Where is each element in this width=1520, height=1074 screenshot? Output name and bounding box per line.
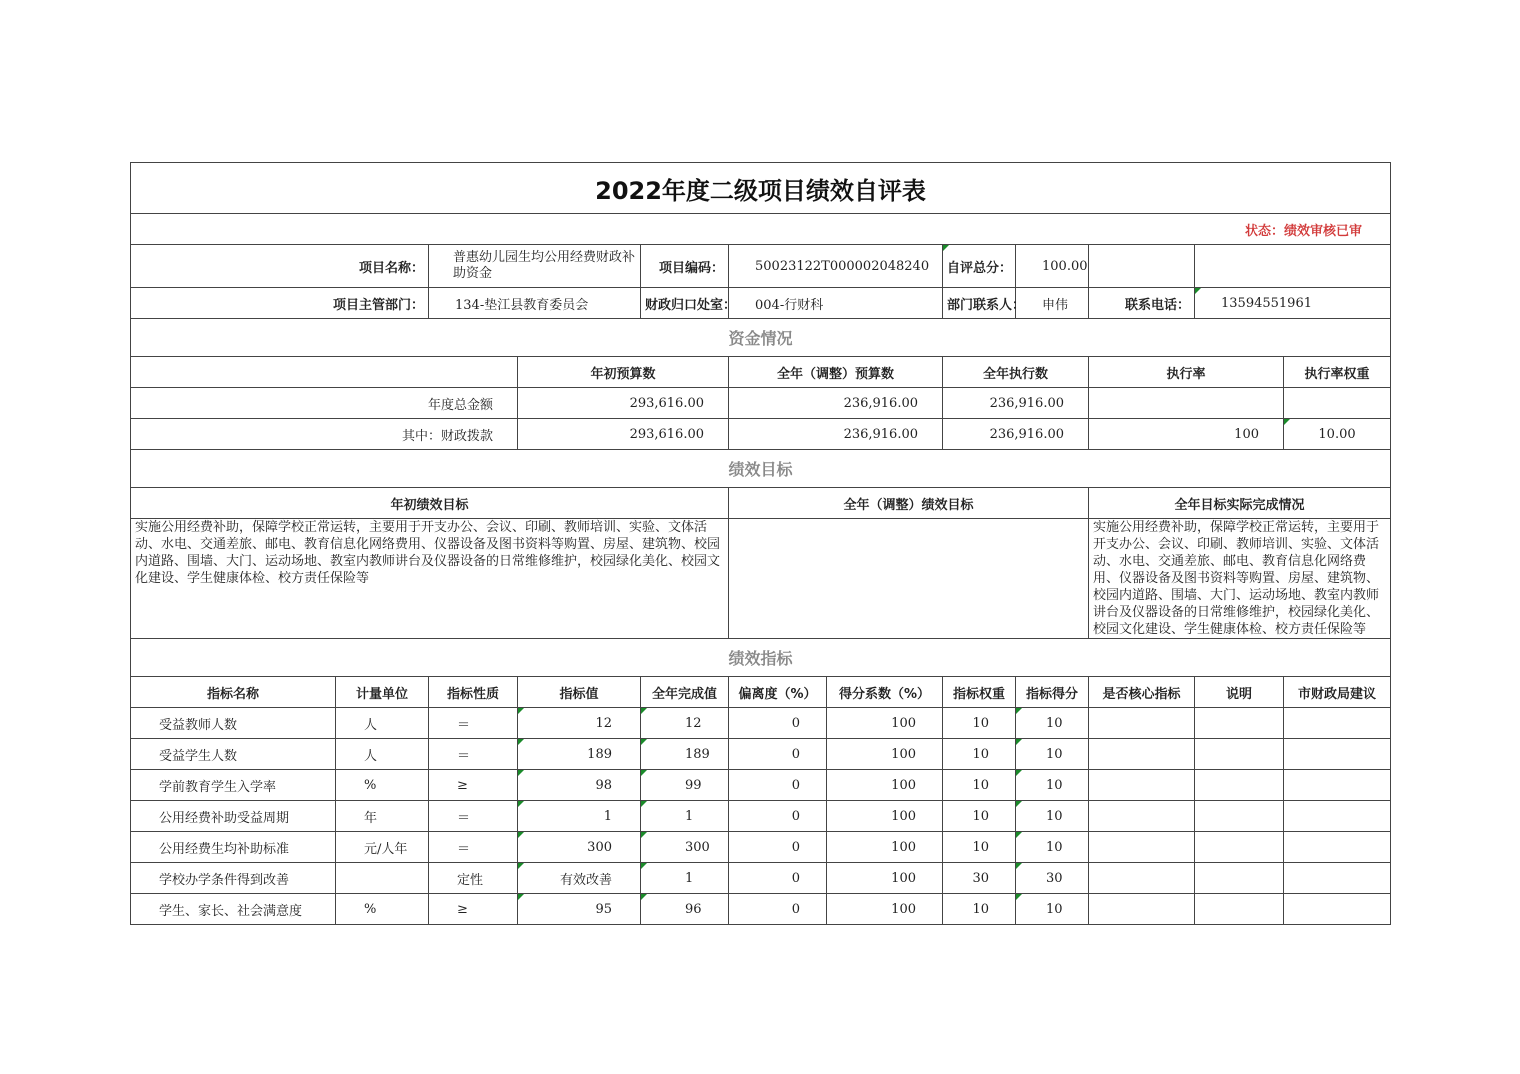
goals-header: 全年（调整）绩效目标 (729, 488, 1089, 519)
indicator-deviation: 0 (729, 894, 827, 925)
indicator-unit (336, 863, 429, 894)
indicator-weight: 10 (943, 770, 1016, 801)
funds-executed: 236,916.00 (943, 388, 1089, 419)
blank-cell (131, 357, 518, 388)
indicator-coefficient: 100 (827, 770, 943, 801)
indicator-core-flag (1089, 708, 1195, 739)
indicator-weight: 10 (943, 894, 1016, 925)
indicator-score: 30 (1016, 863, 1089, 894)
indicator-header: 说明 (1195, 677, 1284, 708)
indicator-name: 公用经费生均补助标准 (131, 832, 336, 863)
indicator-row (131, 770, 1391, 801)
indicator-header: 得分系数（%） (827, 677, 943, 708)
indicator-score: 10 (1016, 832, 1089, 863)
indicator-note (1195, 894, 1284, 925)
indicator-deviation: 0 (729, 832, 827, 863)
project-code-value: 50023122T000002048240 (729, 245, 943, 288)
indicator-coefficient: 100 (827, 863, 943, 894)
indicator-note (1195, 832, 1284, 863)
indicator-row (131, 863, 1391, 894)
indicator-nature: ＝ (429, 708, 518, 739)
self-score-value: 100.00 (1016, 245, 1089, 288)
indicator-coefficient: 100 (827, 832, 943, 863)
indicator-deviation: 0 (729, 863, 827, 894)
indicator-header: 指标性质 (429, 677, 518, 708)
indicator-actual: 189 (641, 739, 729, 770)
finance-office-value: 004-行财科 (729, 288, 943, 319)
indicator-name: 学校办学条件得到改善 (131, 863, 336, 894)
indicator-score: 10 (1016, 770, 1089, 801)
indicator-unit: 年 (336, 801, 429, 832)
indicator-core-flag (1089, 832, 1195, 863)
contact-label: 部门联系人： (943, 288, 1016, 319)
funds-section-title: 资金情况 (131, 319, 1391, 357)
indicator-name: 学前教育学生入学率 (131, 770, 336, 801)
indicator-row (131, 832, 1391, 863)
indicator-nature: ＝ (429, 739, 518, 770)
project-name-label: 项目名称： (131, 245, 429, 288)
indicator-header: 是否核心指标 (1089, 677, 1195, 708)
indicator-coefficient: 100 (827, 739, 943, 770)
indicator-target: 300 (518, 832, 641, 863)
indicator-score: 10 (1016, 801, 1089, 832)
indicator-nature: ≥ (429, 894, 518, 925)
indicator-weight: 10 (943, 832, 1016, 863)
indicator-header: 指标权重 (943, 677, 1016, 708)
indicator-actual: 1 (641, 801, 729, 832)
indicator-deviation: 0 (729, 801, 827, 832)
project-code-label: 项目编码： (641, 245, 729, 288)
goals-section-title: 绩效目标 (131, 450, 1391, 488)
indicator-name: 受益教师人数 (131, 708, 336, 739)
indicator-suggestion (1284, 863, 1391, 894)
phone-value: 13594551961 (1195, 288, 1391, 319)
indicator-core-flag (1089, 770, 1195, 801)
funds-header: 全年（调整）预算数 (729, 357, 943, 388)
indicator-unit: % (336, 894, 429, 925)
indicator-row (131, 894, 1391, 925)
project-name-value: 普惠幼儿园生均公用经费财政补助资金 (429, 245, 641, 288)
indicator-target: 189 (518, 739, 641, 770)
indicator-header: 市财政局建议 (1284, 677, 1391, 708)
indicator-header: 全年完成值 (641, 677, 729, 708)
indicator-name: 受益学生人数 (131, 739, 336, 770)
funds-rate (1089, 388, 1284, 419)
indicator-weight: 30 (943, 863, 1016, 894)
indicator-header: 指标得分 (1016, 677, 1089, 708)
contact-value: 申伟 (1016, 288, 1089, 319)
funds-header: 年初预算数 (518, 357, 729, 388)
indicator-header: 指标名称 (131, 677, 336, 708)
indicator-target: 95 (518, 894, 641, 925)
funds-adjusted: 236,916.00 (729, 388, 943, 419)
indicator-weight: 10 (943, 801, 1016, 832)
indicator-target: 有效改善 (518, 863, 641, 894)
indicator-suggestion (1284, 832, 1391, 863)
funds-adjusted: 236,916.00 (729, 419, 943, 450)
actual-completion-text: 实施公用经费补助，保障学校正常运转，主要用于开支办公、会议、印刷、教师培训、实验、文体活动、水电、交通差旅、邮电、教育信息化网络费用、仪器设备及图书资料等购置、房屋、建筑物、校园内道路、围墙、大门、运动场地、教室内教师讲台及仪器设备的日常维修维护，校园绿化美化、校园文化建设、学生健康体检、校方责任保险等 (1089, 519, 1391, 639)
indicator-suggestion (1284, 801, 1391, 832)
finance-office-label: 财政归口处室： (641, 288, 729, 319)
indicator-coefficient: 100 (827, 801, 943, 832)
funds-row-label: 其中：财政拨款 (131, 419, 518, 450)
goals-header: 年初绩效目标 (131, 488, 729, 519)
phone-label: 联系电话： (1089, 288, 1195, 319)
indicator-target: 98 (518, 770, 641, 801)
indicator-row (131, 739, 1391, 770)
indicator-row (131, 708, 1391, 739)
funds-header: 全年执行数 (943, 357, 1089, 388)
indicator-note (1195, 801, 1284, 832)
funds-rate: 100 (1089, 419, 1284, 450)
indicator-unit: % (336, 770, 429, 801)
performance-evaluation-table (130, 162, 1391, 925)
page-title: 2022年度二级项目绩效自评表 (131, 163, 1391, 214)
indicator-note (1195, 739, 1284, 770)
indicator-coefficient: 100 (827, 708, 943, 739)
indicator-weight: 10 (943, 708, 1016, 739)
indicator-suggestion (1284, 708, 1391, 739)
indicator-target: 12 (518, 708, 641, 739)
indicator-core-flag (1089, 894, 1195, 925)
indicators-section-title: 绩效指标 (131, 639, 1391, 677)
funds-row-label: 年度总金额 (131, 388, 518, 419)
indicator-weight: 10 (943, 739, 1016, 770)
indicator-row (131, 801, 1391, 832)
indicator-nature: ＝ (429, 801, 518, 832)
indicators-header-row (131, 677, 1391, 708)
indicator-score: 10 (1016, 708, 1089, 739)
indicator-name: 公用经费补助受益周期 (131, 801, 336, 832)
funds-budget: 293,616.00 (518, 419, 729, 450)
indicator-actual: 99 (641, 770, 729, 801)
funds-budget: 293,616.00 (518, 388, 729, 419)
adjusted-goal-text (729, 519, 1089, 639)
indicator-deviation: 0 (729, 708, 827, 739)
indicator-score: 10 (1016, 739, 1089, 770)
indicator-note (1195, 770, 1284, 801)
indicator-header: 偏离度（%） (729, 677, 827, 708)
indicator-note (1195, 863, 1284, 894)
status-badge: 状态：绩效审核已审 (131, 214, 1391, 245)
indicator-deviation: 0 (729, 770, 827, 801)
self-score-label: 自评总分： (943, 245, 1016, 288)
indicator-suggestion (1284, 894, 1391, 925)
funds-header: 执行率权重 (1284, 357, 1391, 388)
blank-cell (1089, 245, 1195, 288)
goals-header: 全年目标实际完成情况 (1089, 488, 1391, 519)
indicator-actual: 300 (641, 832, 729, 863)
indicator-core-flag (1089, 863, 1195, 894)
indicator-target: 1 (518, 801, 641, 832)
funds-weight: 10.00 (1284, 419, 1391, 450)
blank-cell (1195, 245, 1391, 288)
dept-label: 项目主管部门： (131, 288, 429, 319)
indicator-core-flag (1089, 739, 1195, 770)
funds-executed: 236,916.00 (943, 419, 1089, 450)
funds-header: 执行率 (1089, 357, 1284, 388)
indicator-header: 计量单位 (336, 677, 429, 708)
indicator-deviation: 0 (729, 739, 827, 770)
indicator-core-flag (1089, 801, 1195, 832)
indicator-actual: 12 (641, 708, 729, 739)
indicator-coefficient: 100 (827, 894, 943, 925)
dept-value: 134-垫江县教育委员会 (429, 288, 641, 319)
indicator-unit: 人 (336, 739, 429, 770)
indicator-score: 10 (1016, 894, 1089, 925)
funds-weight (1284, 388, 1391, 419)
indicator-unit: 人 (336, 708, 429, 739)
indicator-nature: ≥ (429, 770, 518, 801)
indicator-suggestion (1284, 770, 1391, 801)
indicator-name: 学生、家长、社会满意度 (131, 894, 336, 925)
indicator-unit: 元/人年 (336, 832, 429, 863)
indicator-nature: 定性 (429, 863, 518, 894)
indicator-actual: 1 (641, 863, 729, 894)
indicator-actual: 96 (641, 894, 729, 925)
indicator-header: 指标值 (518, 677, 641, 708)
indicator-note (1195, 708, 1284, 739)
initial-goal-text: 实施公用经费补助，保障学校正常运转，主要用于开支办公、会议、印刷、教师培训、实验、文体活动、水电、交通差旅、邮电、教育信息化网络费用、仪器设备及图书资料等购置、房屋、建筑物、校园内道路、围墙、大门、运动场地、教室内教师讲台及仪器设备的日常维修维护，校园绿化美化、校园文化建设、学生健康体检、校方责任保险等 (131, 519, 729, 639)
indicator-suggestion (1284, 739, 1391, 770)
indicator-nature: ＝ (429, 832, 518, 863)
